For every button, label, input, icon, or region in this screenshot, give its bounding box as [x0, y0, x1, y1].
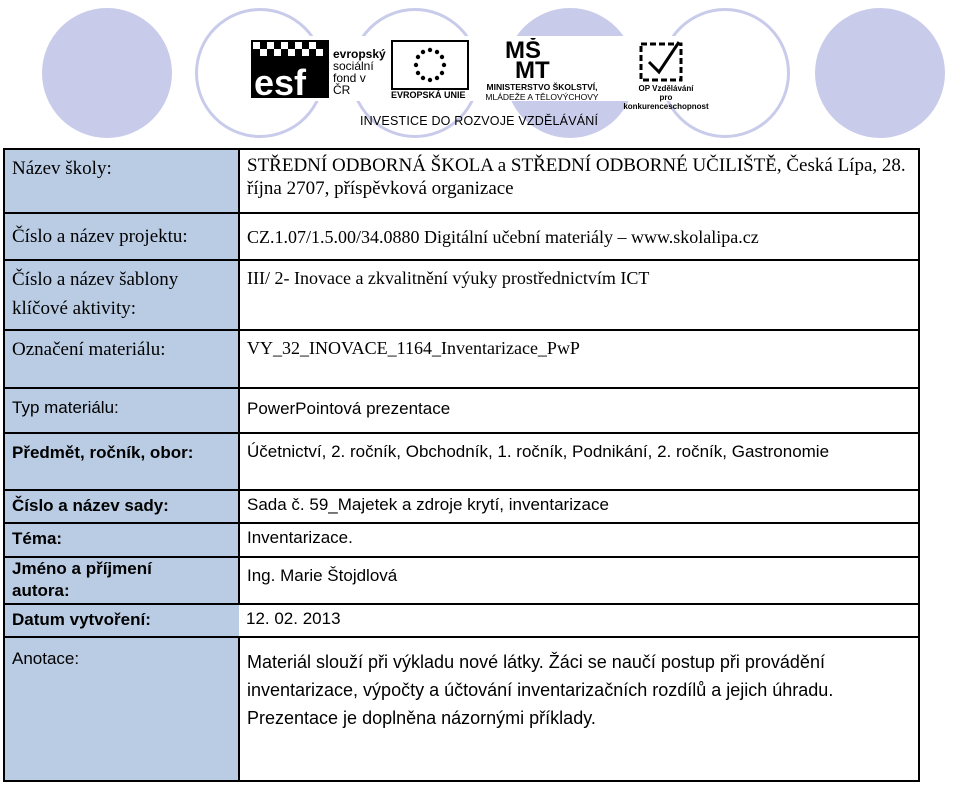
row-label-project: Číslo a název projektu:	[4, 213, 239, 260]
row-value-project: CZ.1.07/1.5.00/34.0880 Digitální učební materiály – www.skolalipa.cz	[239, 213, 919, 260]
table-row	[4, 637, 919, 781]
row-value-template: III/ 2- Inovace a zkvalitnění výuky prostřednictvím ICT	[239, 260, 919, 330]
table-row	[4, 433, 919, 490]
logo-strip	[245, 36, 715, 136]
table-row	[4, 557, 919, 604]
esf-text-2: sociální	[333, 59, 374, 73]
table-row	[4, 149, 919, 213]
table-row	[4, 260, 919, 330]
row-value-code: VY_32_INOVACE_1164_Inventarizace_PwP	[239, 330, 919, 388]
msmt-text-2: MLÁDEŽE A TĚLOVÝCHOVY	[485, 92, 599, 102]
table-row	[4, 490, 919, 523]
eu-logo	[391, 40, 471, 102]
row-value-author: Ing. Marie Štojdlová	[239, 557, 919, 604]
eu-flag-icon	[391, 40, 469, 90]
op-text-2: pro konkurenceschopnost	[623, 93, 709, 111]
row-value-date: 12. 02. 2013	[239, 604, 919, 637]
msmt-logo	[477, 38, 607, 102]
row-label-type: Typ materiálu:	[4, 388, 239, 433]
table-row	[4, 388, 919, 433]
decor-circle-6	[815, 8, 945, 138]
msmt-mark-icon	[505, 38, 575, 80]
esf-logo	[251, 40, 386, 98]
svg-text:MŠ: MŠ	[505, 38, 541, 64]
table-row	[4, 604, 919, 637]
row-value-type: PowerPointová prezentace	[239, 388, 919, 433]
table-row	[4, 330, 919, 388]
esf-text-3: fond v ČR	[333, 71, 366, 97]
row-label-date: Datum vytvoření:	[4, 604, 239, 637]
tagline: INVESTICE DO ROZVOJE VZDĚLÁVÁNÍ	[360, 114, 599, 128]
svg-text:MT: MT	[515, 57, 550, 80]
table-row	[4, 213, 919, 260]
op-text-1: OP Vzdělávání	[638, 84, 694, 93]
row-label-annotation: Anotace:	[4, 637, 239, 781]
row-label-topic: Téma:	[4, 523, 239, 557]
row-label-subject: Předmět, ročník, obor:	[4, 433, 239, 490]
svg-text:esf: esf	[254, 62, 307, 98]
decor-circle-1	[42, 8, 172, 138]
row-label-code: Označení materiálu:	[4, 330, 239, 388]
row-value-annotation: Materiál slouží při výkladu nové látky. Žáci se naučí postup při provádění inventarizace, výpočty a účtování inventarizačních rozdílů a jejich úhradu. Prezentace je doplněna názornými příklady.	[239, 637, 919, 781]
msmt-text-1: MINISTERSTVO ŠKOLSTVÍ,	[486, 82, 598, 92]
row-value-subject: Účetnictví, 2. ročník, Obchodník, 1. ročník, Podnikání, 2. ročník, Gastronomie	[239, 433, 919, 490]
row-value-set: Sada č. 59_Majetek a zdroje krytí, inventarizace	[239, 490, 919, 523]
op-logo	[617, 38, 715, 111]
row-label-set: Číslo a název sady:	[4, 490, 239, 523]
info-table	[3, 148, 920, 782]
row-value-topic: Inventarizace.	[239, 523, 919, 557]
esf-text-1: evropský	[333, 47, 386, 61]
row-label-template: Číslo a název šablony klíčové aktivity:	[4, 260, 239, 330]
esf-mark-icon	[251, 40, 329, 98]
table-row	[4, 523, 919, 557]
row-label-school: Název školy:	[4, 149, 239, 213]
row-label-author: Jméno a příjmení autora:	[4, 557, 239, 604]
row-value-school: STŘEDNÍ ODBORNÁ ŠKOLA a STŘEDNÍ ODBORNÉ UČILIŠTĚ, Česká Lípa, 28. října 2707, příspěvková organizace	[239, 149, 919, 213]
eu-text: EVROPSKÁ UNIE	[391, 90, 466, 100]
op-mark-icon	[639, 38, 689, 82]
